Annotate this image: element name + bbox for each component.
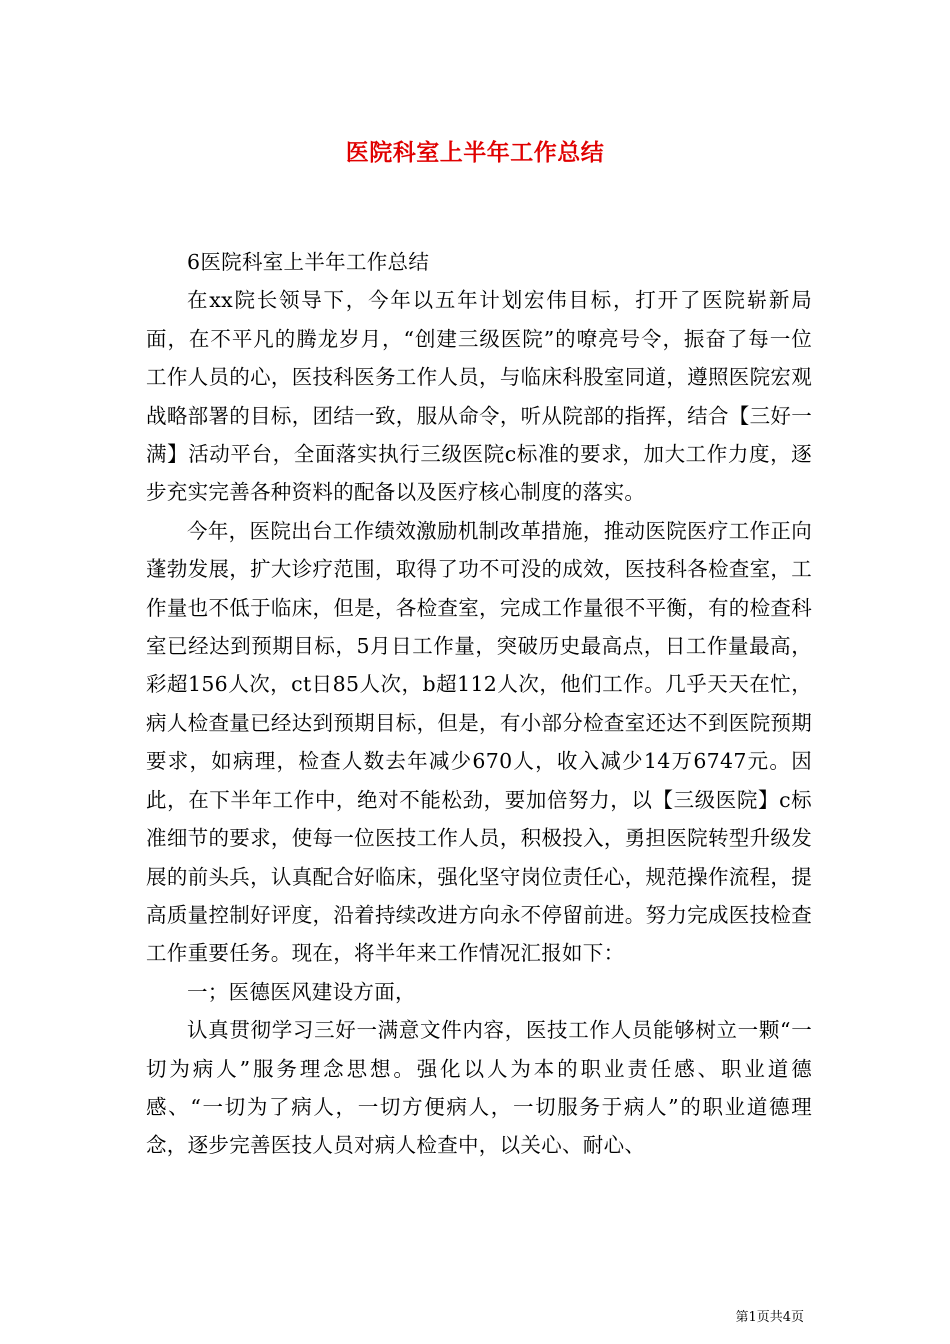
section-heading-ethics: 一；医德医风建设方面， [187,979,416,1004]
paragraph-ethics: 认真贯彻学习三好一满意文件内容，医技工作人员能够树立一颗“一切为病人”服务理念思想。强化以人为本的职业责任感、职业道德感、“一切为了病人，一切方便病人，一切服务于病人”的职业道德理念，逐步完善医技人员对病人检查中，以关心、耐心、 [146,1018,812,1158]
paragraph-work-status: 今年，医院出台工作绩效激励机制改革措施，推动医院医疗工作正向蓬勃发展，扩大诊疗范围，取得了功不可没的成效，医技科各检查室，工作量也不低于临床，但是，各检查室，完成工作量很不平衡，有的检查科室已经达到预期目标，5月日工作量，突破历史最高点，日工作量最高，彩超156人次，ct日85人次，b超112人次，他们工作。几乎天天在忙，病人检查量已经达到预期目标，但是，有小部分检查室还达不到医院预期要求，如病理，检查人数去年减少670人，收入减少14万6747元。因此，在下半年工作中，绝对不能松劲，要加倍努力，以【三级医院】c标准细节的要求，使每一位医技工作人员，积极投入，勇担医院转型升级发展的前头兵，认真配合好临床，强化坚守岗位责任心，规范操作流程，提高质量控制好评度，沿着持续改进方向永不停留前进。努力完成医技检查工作重要任务。现在，将半年来工作情况汇报如下： [146,518,812,966]
paragraph-intro: 在xx院长领导下，今年以五年计划宏伟目标，打开了医院崭新局面，在不平凡的腾龙岁月，“创建三级医院”的嘹亮号令，振奋了每一位工作人员的心，医技科医务工作人员，与临床科股室同道，遵照医院宏观战略部署的目标，团结一致，服从命令，听从院部的指挥，结合【三好一满】活动平台，全面落实执行三级医院c标准的要求，加大工作力度，逐步充实完善各种资料的配备以及医疗核心制度的落实。 [146,288,812,505]
document-title: 医院科室上半年工作总结 [345,139,605,166]
page-number-footer: 第1页共4页 [735,1310,804,1325]
document-subtitle: 6医院科室上半年工作总结 [187,250,430,274]
document-body [146,243,812,1165]
